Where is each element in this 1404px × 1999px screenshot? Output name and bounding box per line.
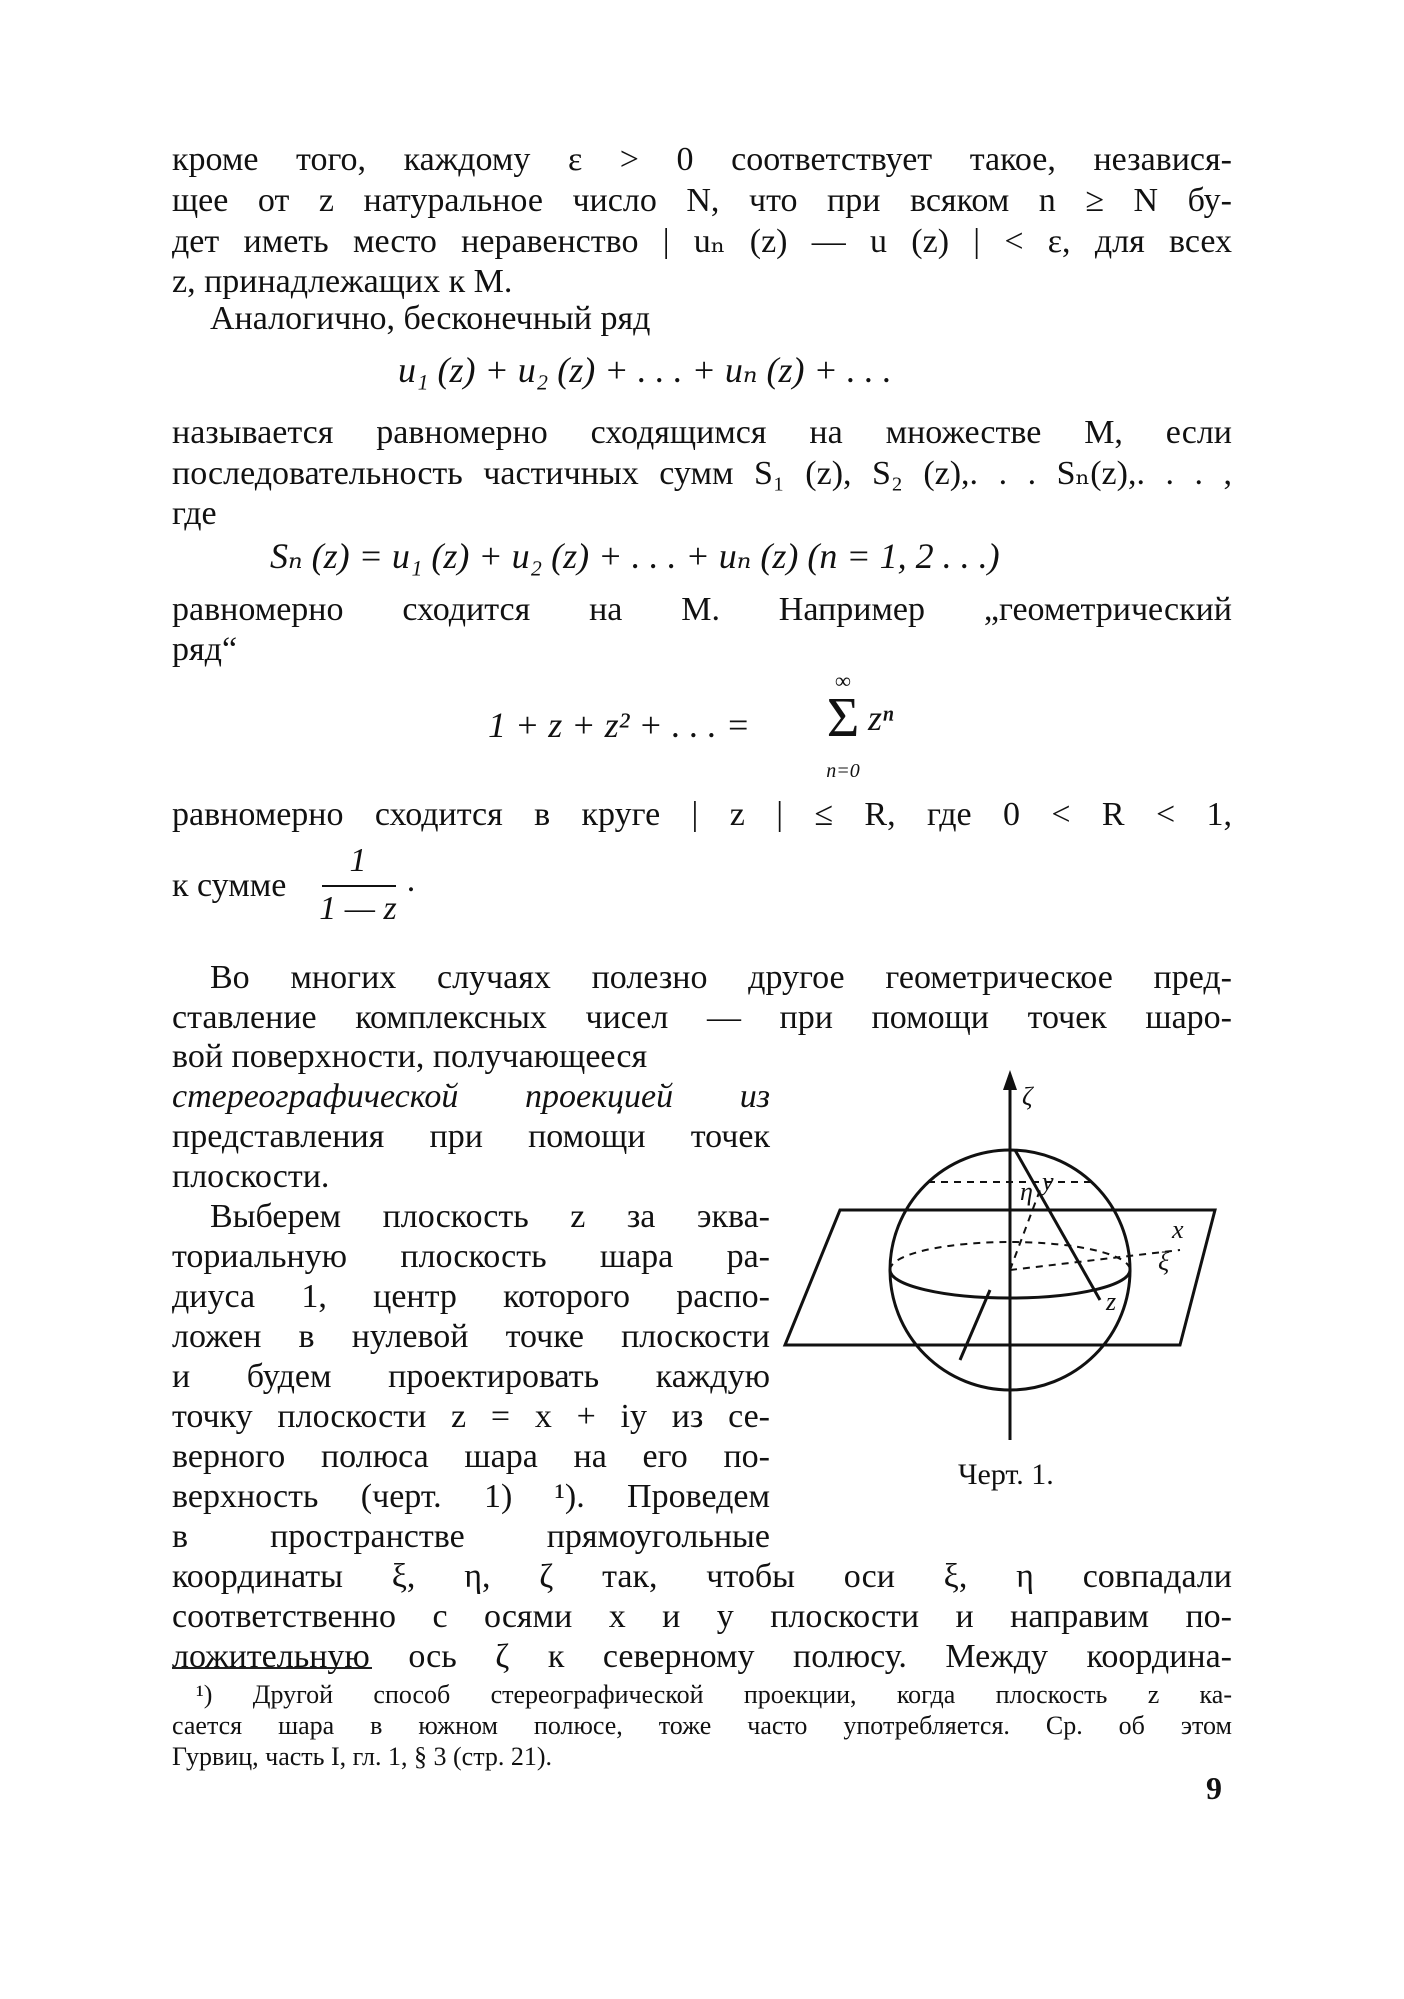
text-line: верного полюса шара на его по- xyxy=(172,1438,770,1475)
page-number: 9 xyxy=(1206,1770,1222,1806)
plane-line xyxy=(960,1290,990,1360)
text-line: ставление комплексных чисел — при помощи точек шаро- xyxy=(172,999,1232,1036)
text-line: стереографической проекцией из xyxy=(172,1078,770,1115)
summation-sign: Σ xyxy=(826,687,860,749)
text-line: ториальную плоскость шара ра- xyxy=(172,1238,770,1275)
partial-sum-formula: Sₙ (z) = u₁ (z) + u₂ (z) + . . . + uₙ (z) (n = 1, 2 . . .) xyxy=(270,536,1000,576)
text-line: ложительную ось ζ к северному полюсу. Между координа- xyxy=(172,1638,1232,1675)
text-line: ложен в нулевой точке плоскости xyxy=(172,1318,770,1355)
series-formula: u₁ (z) + u₂ (z) + . . . + uₙ (z) + . . . xyxy=(398,350,892,390)
text-line: последовательность частичных сумм S₁ (z), S₂ (z),. . . Sₙ(z),. . . , xyxy=(172,455,1232,492)
text-line: равномерно сходится в круге | z | ≤ R, где 0 < R < 1, xyxy=(172,796,1232,833)
text-line: диуса 1, центр которого распо- xyxy=(172,1278,770,1315)
text-line: в пространстве прямоугольные xyxy=(172,1518,770,1555)
text-line: плоскости. xyxy=(172,1158,330,1195)
fraction-bar xyxy=(322,885,396,887)
figure-label: ζ xyxy=(1022,1082,1033,1111)
z-ray xyxy=(1015,1150,1100,1300)
text-line: Выберем плоскость z за эква- xyxy=(210,1198,770,1235)
figure-label: z xyxy=(1106,1287,1117,1316)
zeta-arrowhead xyxy=(1003,1070,1017,1090)
text-line: Аналогично, бесконечный ряд xyxy=(210,300,651,337)
text-line: ряд“ xyxy=(172,631,238,668)
figure-caption: Черт. 1. xyxy=(958,1458,1054,1491)
figure-label: ξ xyxy=(1158,1247,1170,1276)
figure-label: η xyxy=(1020,1177,1033,1206)
figure-label: x xyxy=(1172,1215,1184,1244)
footnote-line: ¹) Другой способ стереографической проекции, когда плоскость z ка- xyxy=(196,1680,1232,1709)
text-line: к сумме xyxy=(172,867,287,904)
text-line: кроме того, каждому ε > 0 соответствует такое, независя- xyxy=(172,141,1232,178)
fraction-period: . xyxy=(406,862,416,899)
footnote-rule xyxy=(172,1667,372,1669)
text-line: равномерно сходится на M. Например „геометрический xyxy=(172,591,1232,628)
text-line: верхность (черт. 1) ¹). Проведем xyxy=(172,1478,770,1515)
text-line: вой поверхности, получающееся xyxy=(172,1038,648,1075)
text-line: z, принадлежащих к M. xyxy=(172,263,513,300)
text-line: представления при помощи точек xyxy=(172,1118,770,1155)
z-plane xyxy=(785,1210,1215,1345)
footnote-line: Гурвиц, часть I, гл. 1, § 3 (стр. 21). xyxy=(172,1742,553,1771)
text-line: координаты ξ, η, ζ так, чтобы оси ξ, η совпадали xyxy=(172,1558,1232,1595)
sum-term: zⁿ xyxy=(868,698,894,738)
figure-label: y xyxy=(1042,1167,1054,1196)
text-line: точку плоскости z = x + iy из се- xyxy=(172,1398,770,1435)
xi-axis xyxy=(1010,1250,1180,1270)
text-line: где xyxy=(172,495,217,532)
text-line: называется равномерно сходящимся на множестве M, если xyxy=(172,414,1232,451)
stereographic-sphere-figure xyxy=(780,1070,1240,1480)
footnote-line: сается шара в южном полюсе, тоже часто употребляется. Ср. об этом xyxy=(172,1711,1232,1740)
text-line: соответственно с осями x и y плоскости и направим по- xyxy=(172,1598,1232,1635)
fraction-numerator: 1 xyxy=(349,842,367,879)
geometric-series-left: 1 + z + z² + . . . = xyxy=(488,705,750,745)
sum-upper-limit: ∞ xyxy=(835,668,851,693)
sum-lower-limit: n=0 xyxy=(826,760,860,782)
text-line: Во многих случаях полезно другое геометрическое пред- xyxy=(210,959,1232,996)
text-line: дет иметь место неравенство | uₙ (z) — u (z) | < ε, для всех xyxy=(172,223,1232,260)
fraction-denominator: 1 — z xyxy=(319,890,397,927)
text-line: щее от z натуральное число N, что при всяком n ≥ N бу- xyxy=(172,182,1232,219)
text-line: и будем проектировать каждую xyxy=(172,1358,770,1395)
